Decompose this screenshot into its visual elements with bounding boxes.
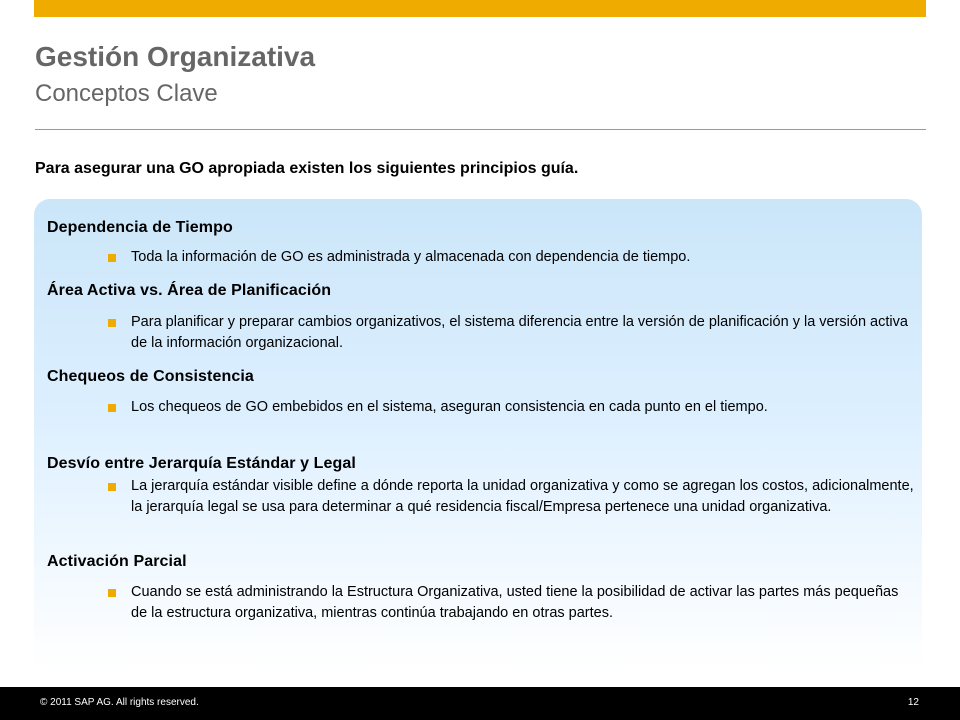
- section-hierarchy-deviation: [47, 454, 916, 518]
- bullet-text: Cuando se está administrando la Estructura Organizativa, usted tiene la posibilidad de activar las partes más pequeñas de la estructura organizativa, mientras continúa trabajando en otras partes.: [131, 584, 899, 621]
- bullet-square-icon: [108, 319, 116, 327]
- section-time-dependency: [47, 218, 916, 268]
- section-active-vs-planning: [47, 281, 916, 354]
- section-heading: Área Activa vs. Área de Planificación: [47, 282, 332, 299]
- page-number: 12: [907, 697, 919, 708]
- bullet-text: La jerarquía estándar visible define a dónde reporta la unidad organizativa y como se agregan los costos, adicionalmente, la jerarquía legal se usa para determinar a qué residencia fiscal/Empresa pertenece una unidad organizativa.: [131, 478, 914, 515]
- bullet-text: Los chequeos de GO embebidos en el sistema, aseguran consistencia en cada punto en el tiempo.: [131, 399, 768, 415]
- intro-statement: Para asegurar una GO apropiada existen los siguientes principios guía.: [35, 160, 579, 177]
- bullet-item: [47, 476, 916, 518]
- bullet-square-icon: [108, 254, 116, 262]
- bullet-item: [47, 247, 916, 268]
- page-title: Gestión Organizativa: [35, 41, 316, 72]
- page-subtitle: Conceptos Clave: [35, 80, 218, 107]
- bullet-item: [47, 312, 916, 354]
- section-heading: Chequeos de Consistencia: [47, 368, 254, 385]
- section-heading: Dependencia de Tiempo: [47, 219, 233, 236]
- bullet-square-icon: [108, 404, 116, 412]
- top-accent-bar: [34, 0, 926, 17]
- section-partial-activation: [47, 552, 916, 624]
- title-divider: [35, 129, 926, 130]
- bullet-item: [47, 397, 916, 418]
- bullet-square-icon: [108, 483, 116, 491]
- section-consistency-checks: [47, 367, 916, 418]
- section-heading: Desvío entre Jerarquía Estándar y Legal: [47, 455, 356, 472]
- footer-bar: [0, 687, 960, 720]
- bullet-square-icon: [108, 589, 116, 597]
- bullet-text: Toda la información de GO es administrada y almacenada con dependencia de tiempo.: [131, 249, 691, 265]
- copyright-text: © 2011 SAP AG. All rights reserved.: [40, 697, 199, 708]
- bullet-item: [47, 582, 916, 624]
- section-heading: Activación Parcial: [47, 553, 187, 570]
- bullet-text: Para planificar y preparar cambios organizativos, el sistema diferencia entre la versión de planificación y la versión activa de la información organizacional.: [131, 314, 908, 351]
